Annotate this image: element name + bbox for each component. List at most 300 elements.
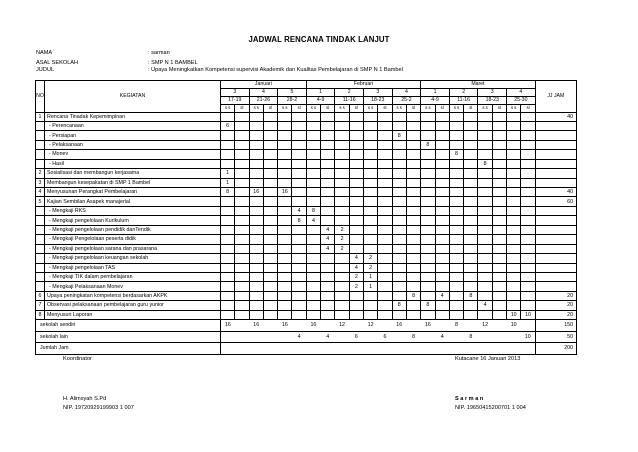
row-hours-cell	[464, 112, 478, 121]
row-hours-cell	[492, 206, 506, 215]
summary-jj-total: 150	[535, 320, 576, 332]
row-hours-cell	[478, 310, 492, 319]
row-hours-cell	[278, 244, 292, 253]
row-hours-cell	[249, 197, 263, 206]
summary-label: Jumlah Jam	[36, 343, 221, 355]
row-hours-cell	[406, 178, 420, 187]
row-hours-cell	[321, 140, 335, 149]
row-hours-cell	[249, 310, 263, 319]
signing-place-date: Kutacane 16 Januari 2013	[455, 356, 521, 362]
row-hours-cell	[492, 216, 506, 225]
row-hours-cell	[321, 254, 335, 263]
row-hours-cell	[292, 159, 306, 168]
row-hours-cell	[478, 272, 492, 281]
row-activity: - Mengkaji pengelolaan sarana dan prasarana	[45, 244, 221, 253]
table-row	[36, 235, 577, 244]
header-date: 21-26	[249, 97, 278, 105]
row-number: 4	[36, 188, 45, 197]
row-hours-cell	[335, 197, 349, 206]
row-jj-total	[535, 272, 576, 281]
table-row	[36, 244, 577, 253]
row-activity: - Mengkaji pengelolaan pendidik danTendik	[45, 225, 221, 234]
row-hours-cell	[235, 235, 249, 244]
row-hours-cell: 8	[421, 301, 435, 310]
row-hours-cell	[464, 178, 478, 187]
row-hours-cell	[392, 140, 406, 149]
row-hours-cell	[278, 291, 292, 300]
row-hours-cell	[335, 150, 349, 159]
row-hours-cell: 10	[507, 310, 521, 319]
row-hours-cell	[406, 282, 420, 291]
row-hours-cell	[492, 254, 506, 263]
summary-hours-cell: 6	[378, 331, 392, 343]
row-hours-cell: 6	[221, 121, 235, 130]
row-hours-cell	[507, 140, 521, 149]
row-hours-cell	[221, 244, 235, 253]
row-hours-cell	[278, 131, 292, 140]
summary-hours-cell	[478, 331, 492, 343]
row-hours-cell	[263, 178, 277, 187]
row-jj-total	[535, 225, 576, 234]
row-activity: Menyusun Laporan	[45, 310, 221, 319]
table-row	[36, 188, 577, 197]
row-hours-cell	[335, 169, 349, 178]
row-hours-cell	[363, 188, 377, 197]
row-hours-cell	[435, 112, 449, 121]
row-hours-cell	[363, 206, 377, 215]
row-hours-cell	[492, 263, 506, 272]
row-hours-cell	[221, 282, 235, 291]
row-hours-cell	[406, 159, 420, 168]
row-hours-cell	[235, 131, 249, 140]
row-hours-cell	[492, 112, 506, 121]
row-hours-cell	[221, 216, 235, 225]
row-hours-cell	[449, 159, 463, 168]
row-hours-cell	[406, 206, 420, 215]
row-hours-cell	[406, 140, 420, 149]
row-hours-cell	[421, 216, 435, 225]
header-jjam: JJ JAM	[535, 81, 576, 113]
header-sl: sl	[235, 105, 249, 113]
row-hours-cell	[421, 291, 435, 300]
row-hours-cell	[263, 225, 277, 234]
summary-hours-cell: 10	[507, 320, 521, 332]
table-row	[36, 301, 577, 310]
row-hours-cell	[292, 254, 306, 263]
row-hours-cell	[335, 310, 349, 319]
table-row	[36, 150, 577, 159]
header-ss: s s	[507, 105, 521, 113]
summary-hours-cell	[492, 331, 506, 343]
row-hours-cell	[306, 178, 320, 187]
summary-hours-cell	[306, 331, 320, 343]
summary-hours-cell: 10	[521, 331, 535, 343]
summary-hours-cell	[521, 320, 535, 332]
row-hours-cell	[392, 112, 406, 121]
row-hours-cell	[363, 301, 377, 310]
table-row	[36, 178, 577, 187]
row-hours-cell	[435, 206, 449, 215]
row-hours-cell	[449, 282, 463, 291]
header-month: Maret	[421, 81, 535, 89]
summary-hours-cell: 4	[321, 331, 335, 343]
row-hours-cell	[492, 188, 506, 197]
summary-hours-cell: 12	[363, 320, 377, 332]
row-hours-cell	[221, 254, 235, 263]
row-hours-cell	[249, 150, 263, 159]
row-hours-cell	[421, 197, 435, 206]
row-hours-cell	[349, 140, 363, 149]
row-hours-cell	[363, 310, 377, 319]
row-hours-cell	[221, 291, 235, 300]
row-hours-cell	[306, 263, 320, 272]
row-hours-cell	[421, 235, 435, 244]
row-activity: - Mengkaji pengelolaan Kurikulum	[45, 216, 221, 225]
row-hours-cell	[349, 159, 363, 168]
row-hours-cell	[235, 206, 249, 215]
table-row	[36, 131, 577, 140]
row-hours-cell	[235, 254, 249, 263]
row-hours-cell	[478, 225, 492, 234]
row-number	[36, 282, 45, 291]
row-hours-cell	[249, 206, 263, 215]
row-number	[36, 272, 45, 281]
row-hours-cell	[464, 254, 478, 263]
header-ss: s s	[478, 105, 492, 113]
row-hours-cell	[378, 310, 392, 319]
row-hours-cell	[278, 282, 292, 291]
row-hours-cell	[221, 235, 235, 244]
row-hours-cell	[263, 121, 277, 130]
row-hours-cell	[378, 263, 392, 272]
row-jj-total	[535, 169, 576, 178]
row-hours-cell	[349, 188, 363, 197]
row-hours-cell	[521, 159, 535, 168]
row-hours-cell	[435, 159, 449, 168]
summary-hours-cell: 16	[278, 320, 292, 332]
row-hours-cell	[221, 150, 235, 159]
meta-label: NAMA	[36, 50, 53, 56]
row-hours-cell	[278, 112, 292, 121]
row-hours-cell	[249, 216, 263, 225]
row-hours-cell	[249, 244, 263, 253]
row-hours-cell	[521, 140, 535, 149]
row-hours-cell	[435, 301, 449, 310]
row-hours-cell	[263, 272, 277, 281]
row-hours-cell	[492, 169, 506, 178]
summary-row	[36, 320, 577, 332]
row-hours-cell	[464, 282, 478, 291]
row-hours-cell	[249, 235, 263, 244]
row-hours-cell	[349, 310, 363, 319]
row-hours-cell	[392, 282, 406, 291]
row-hours-cell	[449, 169, 463, 178]
table-row	[36, 159, 577, 168]
header-sl: sl	[435, 105, 449, 113]
row-hours-cell: 8	[306, 206, 320, 215]
summary-hours-cell: 16	[249, 320, 263, 332]
row-hours-cell	[421, 131, 435, 140]
coordinator-nip: NIP. 19720929199903 1 007	[63, 405, 134, 411]
table-row	[36, 282, 577, 291]
row-hours-cell	[292, 291, 306, 300]
row-hours-cell	[449, 272, 463, 281]
row-number: 7	[36, 301, 45, 310]
summary-hours-cell	[363, 331, 377, 343]
row-hours-cell	[406, 169, 420, 178]
row-hours-cell	[492, 140, 506, 149]
summary-hours-cell	[507, 331, 521, 343]
row-hours-cell	[349, 169, 363, 178]
row-hours-cell	[349, 206, 363, 215]
row-hours-cell	[321, 112, 335, 121]
row-hours-cell	[521, 112, 535, 121]
row-hours-cell	[335, 131, 349, 140]
row-jj-total: 20	[535, 310, 576, 319]
row-hours-cell	[378, 140, 392, 149]
page-title: JADWAL RENCANA TINDAK LANJUT	[248, 35, 390, 44]
header-week: 4	[392, 89, 421, 97]
row-hours-cell	[521, 282, 535, 291]
row-hours-cell	[449, 178, 463, 187]
row-hours-cell	[492, 235, 506, 244]
row-hours-cell	[392, 244, 406, 253]
summary-hours-cell	[263, 331, 277, 343]
header-date: 18-23	[478, 97, 507, 105]
row-number: 6	[36, 291, 45, 300]
row-hours-cell	[464, 188, 478, 197]
row-hours-cell	[321, 131, 335, 140]
meta-line	[36, 60, 198, 66]
row-activity: - Mengkaji RKS	[45, 206, 221, 215]
row-hours-cell	[378, 121, 392, 130]
row-hours-cell: 1	[221, 169, 235, 178]
row-hours-cell	[349, 121, 363, 130]
row-hours-cell	[235, 282, 249, 291]
row-jj-total: 40	[535, 112, 576, 121]
row-hours-cell	[378, 112, 392, 121]
row-hours-cell	[306, 131, 320, 140]
table-row	[36, 310, 577, 319]
row-hours-cell: 4	[349, 254, 363, 263]
row-hours-cell	[306, 112, 320, 121]
row-hours-cell	[449, 131, 463, 140]
row-hours-cell	[378, 178, 392, 187]
row-hours-cell	[507, 150, 521, 159]
row-hours-cell: 8	[392, 131, 406, 140]
row-number	[36, 235, 45, 244]
row-hours-cell	[478, 244, 492, 253]
row-hours-cell: 4	[321, 225, 335, 234]
summary-hours-cell	[464, 320, 478, 332]
row-hours-cell	[464, 272, 478, 281]
row-hours-cell	[492, 131, 506, 140]
header-kegiatan: KEGIATAN	[45, 81, 221, 113]
summary-hours-cell	[321, 320, 335, 332]
row-hours-cell	[464, 150, 478, 159]
row-hours-cell	[221, 263, 235, 272]
row-hours-cell	[306, 301, 320, 310]
row-hours-cell	[235, 216, 249, 225]
row-hours-cell	[235, 169, 249, 178]
row-hours-cell	[449, 188, 463, 197]
row-hours-cell	[435, 140, 449, 149]
row-activity: - Pelaksanaan	[45, 140, 221, 149]
row-hours-cell	[249, 254, 263, 263]
row-jj-total	[535, 235, 576, 244]
row-hours-cell	[221, 206, 235, 215]
row-hours-cell	[278, 121, 292, 130]
row-hours-cell: 1	[363, 272, 377, 281]
header-week: 3	[478, 89, 507, 97]
summary-label: sekolah lain	[36, 331, 221, 343]
row-hours-cell	[292, 121, 306, 130]
row-hours-cell	[235, 225, 249, 234]
row-hours-cell	[249, 121, 263, 130]
row-hours-cell	[521, 178, 535, 187]
row-hours-cell	[406, 310, 420, 319]
row-hours-cell	[449, 197, 463, 206]
row-hours-cell	[335, 254, 349, 263]
row-jj-total	[535, 140, 576, 149]
row-hours-cell	[478, 131, 492, 140]
row-hours-cell	[378, 188, 392, 197]
row-hours-cell	[335, 178, 349, 187]
summary-hours-cell	[292, 320, 306, 332]
row-hours-cell: 8	[392, 301, 406, 310]
row-hours-cell	[507, 188, 521, 197]
table-row	[36, 112, 577, 121]
summary-hours-cell	[378, 320, 392, 332]
row-hours-cell	[435, 282, 449, 291]
row-number: 5	[36, 197, 45, 206]
row-jj-total	[535, 216, 576, 225]
header-date: 11-16	[335, 97, 364, 105]
summary-hours-cell: 16	[421, 320, 435, 332]
row-hours-cell	[521, 121, 535, 130]
row-hours-cell	[249, 178, 263, 187]
row-hours-cell	[492, 159, 506, 168]
row-hours-cell	[406, 272, 420, 281]
row-hours-cell	[321, 216, 335, 225]
row-hours-cell	[492, 310, 506, 319]
row-hours-cell	[363, 150, 377, 159]
row-hours-cell	[306, 159, 320, 168]
row-hours-cell	[363, 216, 377, 225]
header-ss: s s	[249, 105, 263, 113]
coordinator-name: H. Alimsyah S.Pd	[63, 396, 107, 402]
row-hours-cell	[321, 121, 335, 130]
row-hours-cell	[521, 150, 535, 159]
row-hours-cell	[249, 225, 263, 234]
row-hours-cell	[249, 282, 263, 291]
row-hours-cell	[335, 140, 349, 149]
row-hours-cell: 4	[292, 206, 306, 215]
table-row	[36, 216, 577, 225]
row-hours-cell	[507, 254, 521, 263]
row-hours-cell	[378, 169, 392, 178]
row-hours-cell	[235, 188, 249, 197]
row-hours-cell	[406, 216, 420, 225]
summary-row	[36, 331, 577, 343]
row-hours-cell	[406, 121, 420, 130]
row-hours-cell	[421, 178, 435, 187]
row-hours-cell	[249, 131, 263, 140]
author-name: S a r m a n	[455, 396, 484, 402]
row-hours-cell	[249, 112, 263, 121]
row-hours-cell: 8	[449, 150, 463, 159]
summary-hours-cell	[249, 331, 263, 343]
row-hours-cell	[378, 159, 392, 168]
row-activity: - Mengkaji pengelolaan keuangan sekolah	[45, 254, 221, 263]
row-hours-cell	[507, 235, 521, 244]
row-hours-cell	[278, 140, 292, 149]
row-number	[36, 150, 45, 159]
row-hours-cell	[278, 169, 292, 178]
row-hours-cell	[521, 216, 535, 225]
row-hours-cell	[235, 272, 249, 281]
row-hours-cell	[464, 197, 478, 206]
row-hours-cell	[507, 159, 521, 168]
row-hours-cell	[363, 112, 377, 121]
row-hours-cell	[521, 188, 535, 197]
row-hours-cell	[292, 169, 306, 178]
row-hours-cell	[521, 272, 535, 281]
header-date: 18-23	[363, 97, 392, 105]
row-hours-cell	[421, 169, 435, 178]
row-hours-cell	[464, 121, 478, 130]
row-hours-cell	[292, 140, 306, 149]
row-hours-cell	[492, 244, 506, 253]
row-hours-cell	[435, 216, 449, 225]
row-hours-cell	[521, 254, 535, 263]
row-hours-cell	[292, 188, 306, 197]
row-hours-cell	[406, 254, 420, 263]
header-week: 3	[363, 89, 392, 97]
header-date: 4-9	[421, 97, 450, 105]
row-hours-cell	[263, 169, 277, 178]
row-hours-cell	[392, 159, 406, 168]
row-hours-cell	[306, 244, 320, 253]
row-hours-cell	[392, 216, 406, 225]
row-hours-cell	[221, 112, 235, 121]
row-jj-total	[535, 159, 576, 168]
row-hours-cell: 2	[335, 244, 349, 253]
header-sl: sl	[492, 105, 506, 113]
row-hours-cell	[263, 112, 277, 121]
header-sl: sl	[464, 105, 478, 113]
header-week: 1	[306, 89, 335, 97]
header-sl: sl	[321, 105, 335, 113]
row-hours-cell	[335, 188, 349, 197]
row-hours-cell	[278, 310, 292, 319]
row-hours-cell	[306, 254, 320, 263]
row-hours-cell	[235, 150, 249, 159]
summary-hours-cell: 16	[392, 320, 406, 332]
row-number	[36, 140, 45, 149]
summary-hours-cell: 6	[349, 331, 363, 343]
summary-hours-cell	[221, 331, 235, 343]
row-jj-total	[535, 121, 576, 130]
row-hours-cell: 4	[321, 244, 335, 253]
row-jj-total	[535, 178, 576, 187]
row-activity: - Persiapan	[45, 131, 221, 140]
row-hours-cell	[378, 216, 392, 225]
row-hours-cell	[363, 291, 377, 300]
row-hours-cell	[235, 178, 249, 187]
header-ss: s s	[449, 105, 463, 113]
row-hours-cell	[435, 272, 449, 281]
